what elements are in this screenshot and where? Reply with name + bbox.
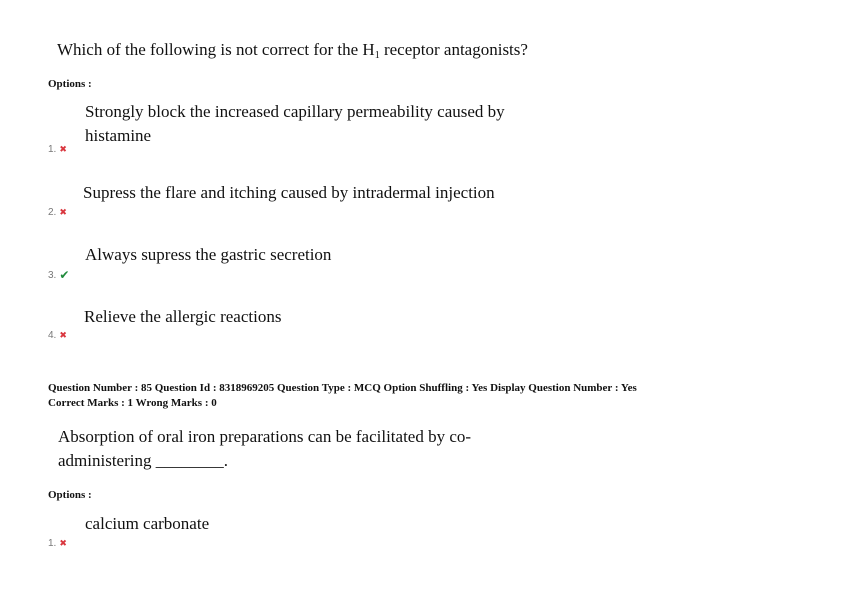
option-2-number-row: [48, 207, 67, 218]
option-3-text: Always supress the gastric secretion: [85, 245, 332, 264]
option-1-text-line1: Strongly block the increased capillary permeability caused by: [85, 102, 505, 121]
question-1-text: [57, 38, 528, 65]
option-4-text: Relieve the allergic reactions: [84, 307, 282, 326]
option-3-number: 3.: [48, 269, 57, 281]
cross-icon: ✖: [59, 207, 67, 218]
question-meta-line2: Correct Marks : 1 Wrong Marks : 0: [48, 397, 217, 409]
option-1-text-line2: histamine: [85, 126, 152, 145]
options-label-q2: Options :: [48, 489, 92, 501]
question-2-text-line2: administering ________.: [58, 451, 228, 470]
options-label-q1: Options :: [48, 78, 92, 90]
question-1-text-subscript: 1: [374, 50, 380, 61]
question-1-text-post: receptor antagonists?: [379, 40, 528, 59]
check-icon: ✔: [59, 268, 70, 282]
option-1-text: [85, 100, 505, 148]
option-4-number: 4.: [48, 330, 57, 341]
cross-icon: ✖: [59, 144, 67, 155]
cross-icon: ✖: [59, 330, 67, 341]
option-1-number-row: [48, 144, 67, 155]
q2-option-1-number-row: [48, 538, 67, 549]
option-2-text: Supress the flare and itching caused by intradermal injection: [83, 183, 495, 202]
question-meta: [48, 381, 637, 411]
question-meta-line1: Question Number : 85 Question Id : 8318969205 Question Type : MCQ Option Shuffling : Yes Display Question Number : Yes: [48, 382, 637, 394]
question-1-text-pre: Which of the following is not correct for the H: [57, 40, 375, 59]
question-2-text: [58, 425, 471, 473]
cross-icon: ✖: [59, 538, 67, 549]
question-2-text-line1: Absorption of oral iron preparations can be facilitated by co-: [58, 427, 472, 446]
option-1-number: 1.: [48, 144, 57, 155]
option-2-number: 2.: [48, 207, 57, 218]
q2-option-1-text: calcium carbonate: [85, 514, 210, 533]
option-4-number-row: [48, 330, 67, 341]
option-3-number-row: [48, 268, 69, 282]
q2-option-1-number: 1.: [48, 538, 57, 549]
